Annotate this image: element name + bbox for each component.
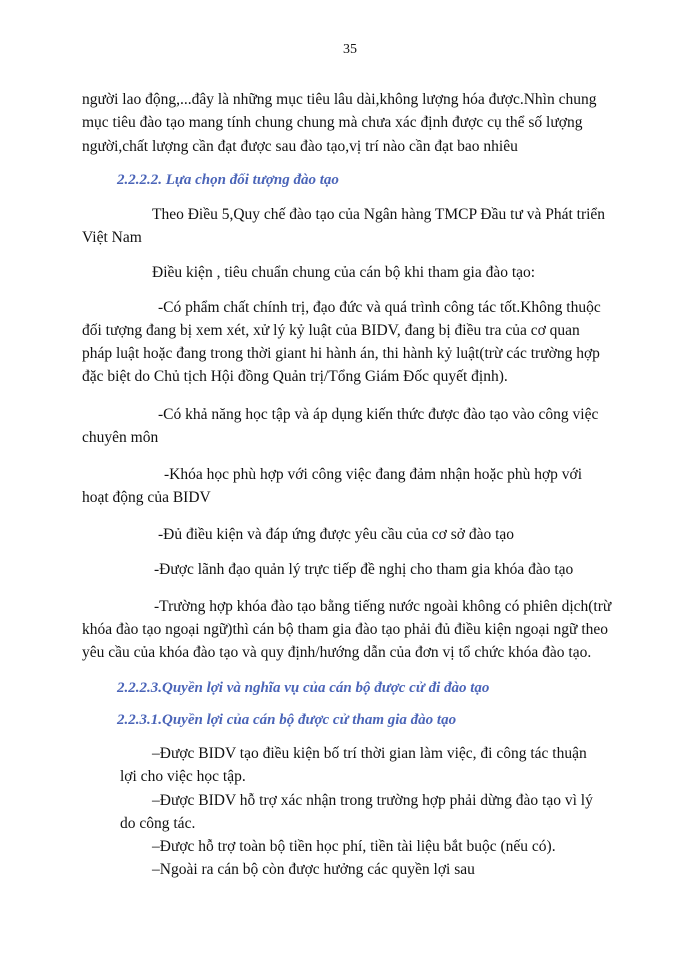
condition-3-line-1: -Khóa học phù hợp với công việc đang đảm nhận hoặc phù hợp với: [164, 466, 583, 483]
intro-line-2: mục tiêu đào tạo mang tính chung chung mà chưa xác định được cụ thể số lượng: [82, 114, 583, 131]
benefit-1-line-2: lợi cho việc học tập.: [120, 768, 246, 785]
condition-1-line-3: pháp luật hoặc đang trong thời giant hi hành án, thi hành kỷ luật(trừ các trường hợp: [82, 345, 600, 362]
condition-3-line-2: hoạt động của BIDV: [82, 489, 211, 506]
condition-2-line-1: -Có khả năng học tập và áp dụng kiến thức được đào tạo vào công việc: [158, 406, 599, 423]
condition-6-line-1: -Trường hợp khóa đào tạo bằng tiếng nước ngoài không có phiên dịch(trừ: [154, 598, 612, 615]
condition-6-line-2: khóa đào tạo ngoại ngữ)thì cán bộ tham gia đào tạo phải đủ điều kiện ngoại ngữ theo: [82, 621, 609, 638]
benefit-1-line-1: –Được BIDV tạo điều kiện bố trí thời gian làm việc, đi công tác thuận: [152, 745, 587, 762]
benefit-3: –Được hỗ trợ toàn bộ tiền học phí, tiền tài liệu bắt buộc (nếu có).: [152, 838, 556, 855]
section-heading-2-2-3-1: 2.2.3.1.Quyền lợi của cán bộ được cử tham gia đào tạo: [117, 712, 457, 728]
conditions-title: Điều kiện , tiêu chuẩn chung của cán bộ khi tham gia đào tạo:: [152, 264, 536, 281]
condition-6-line-3: yêu cầu của khóa đào tạo và quy định/hướng dẫn của đơn vị tổ chức khóa đào tạo.: [82, 644, 592, 661]
intro-line-3: người,chất lượng cần đạt được sau đào tạo,vị trí nào cần đạt bao nhiêu: [82, 138, 518, 155]
basis-line-2: Việt Nam: [82, 229, 142, 246]
benefit-4: –Ngoài ra cán bộ còn được hưởng các quyền lợi sau: [152, 861, 475, 878]
intro-line-1: người lao động,...đây là những mục tiêu lâu dài,không lượng hóa được.Nhìn chung: [82, 91, 597, 108]
benefit-2-line-1: –Được BIDV hỗ trợ xác nhận trong trường hợp phải dừng đào tạo vì lý: [152, 792, 593, 809]
page-number: 35: [343, 42, 357, 57]
section-heading-2-2-2-3: 2.2.2.3.Quyền lợi và nghĩa vụ của cán bộ được cử đi đào tạo: [117, 680, 490, 696]
condition-4: -Đủ điều kiện và đáp ứng được yêu cầu của cơ sở đào tạo: [158, 526, 515, 543]
condition-1-line-2: đối tượng đang bị xem xét, xử lý kỷ luật của BIDV, đang bị điều tra của cơ quan: [82, 322, 580, 339]
condition-1-line-4: đặc biệt do Chủ tịch Hội đồng Quản trị/Tổng Giám Đốc quyết định).: [82, 368, 508, 385]
benefit-2-line-2: do công tác.: [120, 815, 196, 832]
condition-1-line-1: -Có phẩm chất chính trị, đạo đức và quá trình công tác tốt.Không thuộc: [158, 299, 601, 316]
condition-5: -Được lãnh đạo quản lý trực tiếp đề nghị cho tham gia khóa đào tạo: [154, 561, 574, 578]
section-heading-2-2-2-2: 2.2.2.2. Lựa chọn đối tượng đào tạo: [117, 172, 339, 188]
condition-2-line-2: chuyên môn: [82, 429, 159, 446]
basis-line-1: Theo Điều 5,Quy chế đào tạo của Ngân hàng TMCP Đầu tư và Phát triển: [152, 206, 606, 223]
